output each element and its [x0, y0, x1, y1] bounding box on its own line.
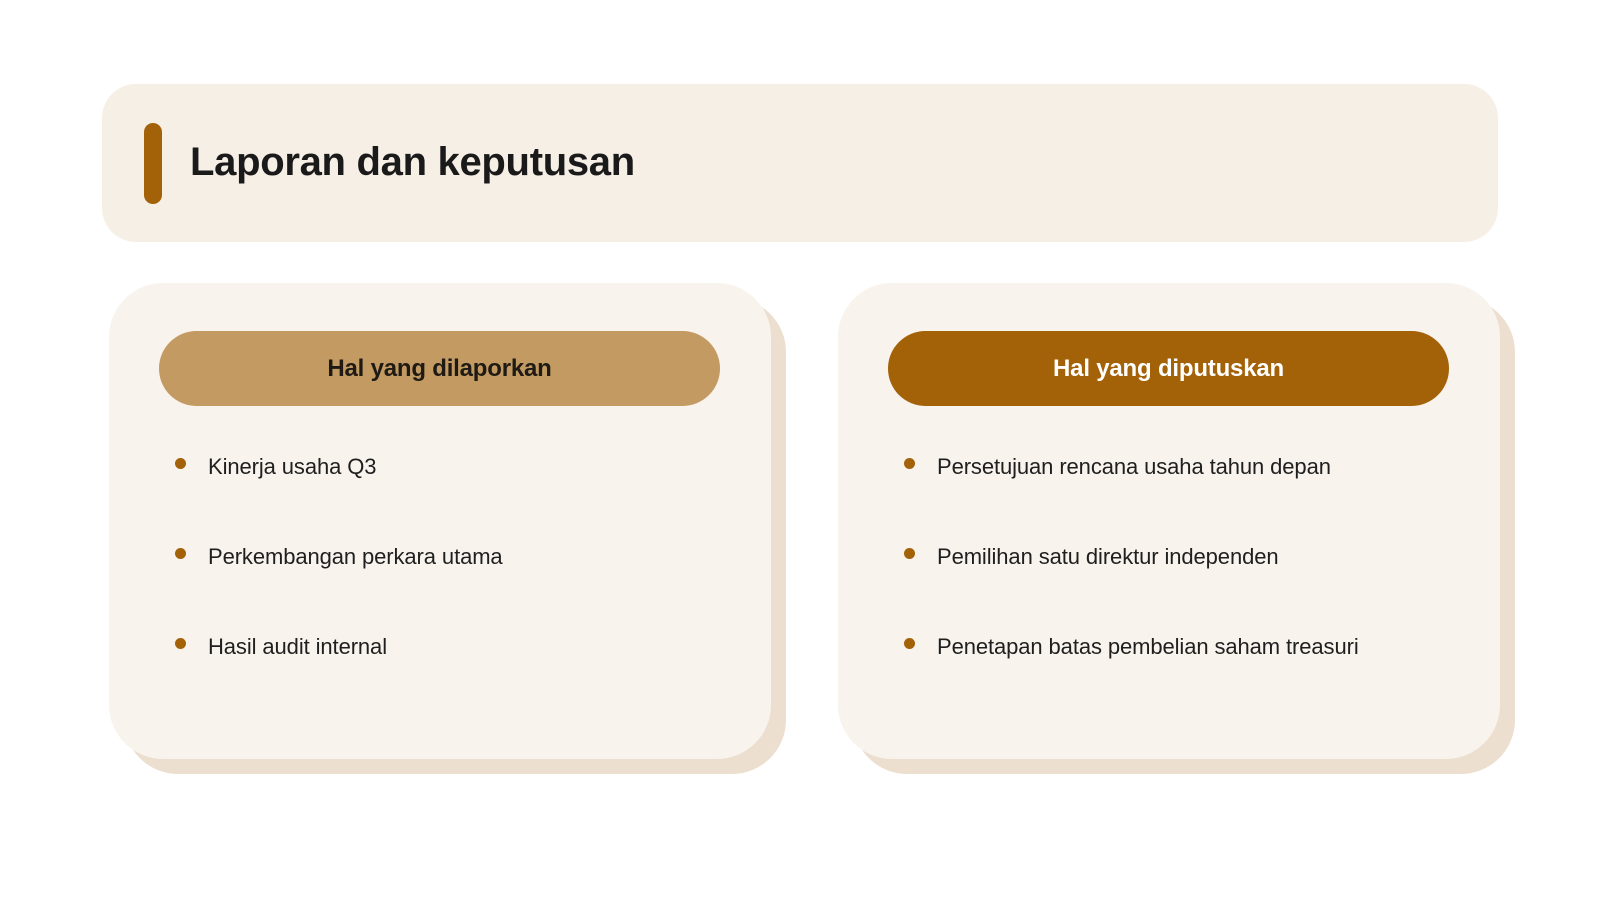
- decided-heading: Hal yang diputuskan: [888, 331, 1449, 406]
- page-title: Laporan dan keputusan: [190, 140, 635, 184]
- list-item-text: Perkembangan perkara utama: [208, 544, 503, 569]
- list-item: [904, 451, 1359, 483]
- list-item-text: Penetapan batas pembelian saham treasuri: [937, 634, 1359, 659]
- list-item: [175, 541, 503, 573]
- decided-card: [838, 283, 1500, 759]
- bullet-dot-icon: [904, 548, 915, 559]
- bullet-dot-icon: [175, 458, 186, 469]
- title-panel: [102, 84, 1498, 242]
- bullet-dot-icon: [904, 458, 915, 469]
- bullet-dot-icon: [175, 638, 186, 649]
- reported-card: [109, 283, 771, 759]
- list-item: [904, 631, 1359, 663]
- list-item-text: Kinerja usaha Q3: [208, 454, 377, 479]
- reported-heading: Hal yang dilaporkan: [159, 331, 720, 406]
- reported-list: [175, 451, 503, 721]
- list-item-text: Pemilihan satu direktur independen: [937, 544, 1279, 569]
- list-item: [175, 631, 503, 663]
- title-accent-bar: [144, 123, 162, 204]
- bullet-dot-icon: [175, 548, 186, 559]
- list-item: [175, 451, 503, 483]
- list-item-text: Persetujuan rencana usaha tahun depan: [937, 454, 1331, 479]
- list-item-text: Hasil audit internal: [208, 634, 387, 659]
- decided-list: [904, 451, 1359, 721]
- bullet-dot-icon: [904, 638, 915, 649]
- list-item: [904, 541, 1359, 573]
